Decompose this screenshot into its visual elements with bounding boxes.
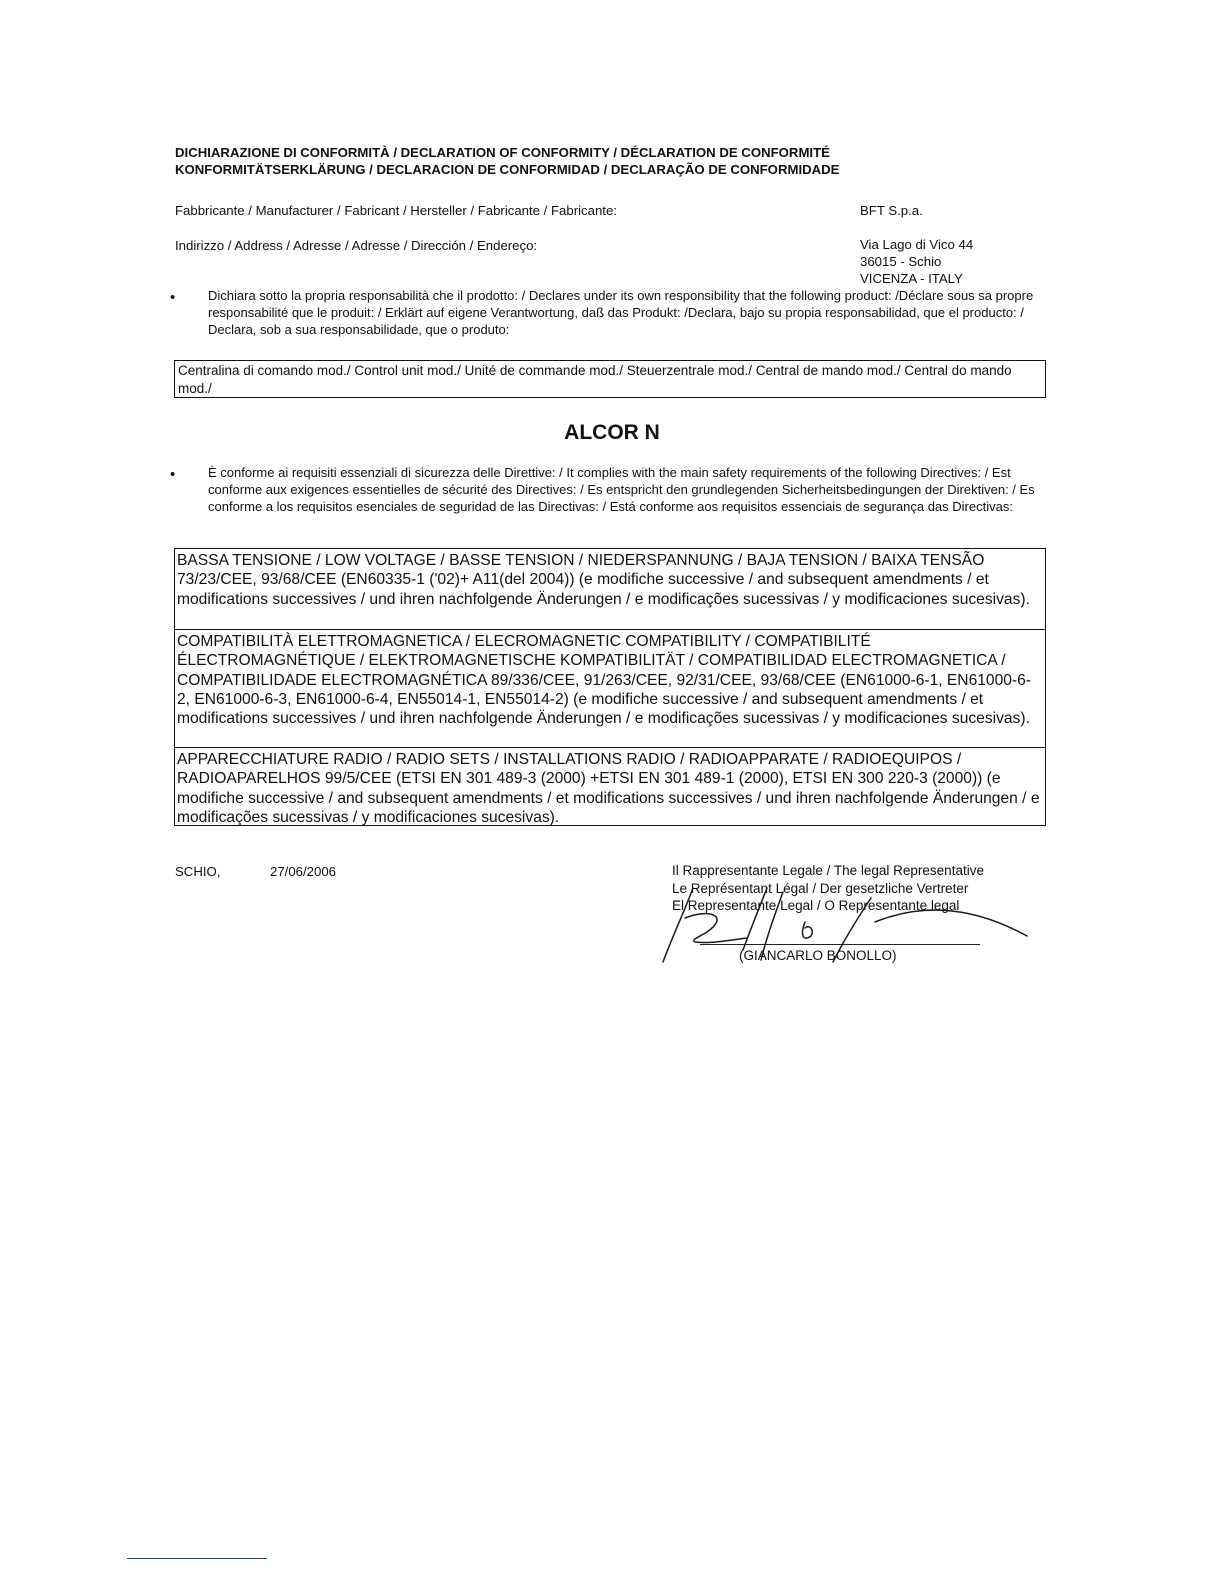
manufacturer-value: BFT S.p.a. (860, 203, 923, 218)
signer-name: (GIANCARLO BONOLLO) (739, 948, 897, 963)
product-model: ALCOR N (564, 421, 660, 444)
declaration-bullet: • (170, 289, 176, 306)
rep-line-3: El Representante Legal / O Representante legal (672, 898, 960, 913)
place: SCHIO, (175, 864, 221, 879)
address-line-3: VICENZA - ITALY (860, 271, 963, 286)
directive-row-emc: COMPATIBILITÀ ELETTROMAGNETICA / ELECROMAGNETIC COMPATIBILITY / COMPATIBILITÉ ÉLECTROMAGNÉTIQUE / ELEKTROMAGNETISCHE KOMPATIBILITÄT / COMPATIBILIDAD ELECTROMAGNETICA / COMPATIBILIDADE ELECTROMAGNÉTICA 89/336/CEE, 91/263/CEE, 92/31/CEE, 93/68/CEE (EN61000-6-1, EN61000-6-2, EN61000-6-3, EN61000-6-4, EN55014-1, EN55014-2) (e modifiche successive / and subsequent amendments / et modifications successives / und ihren nachfolgende Änderungen / e modificações sucessivas / y modificaciones sucesivas). (175, 629, 1045, 747)
title-line-1: DICHIARAZIONE DI CONFORMITÀ / DECLARATION OF CONFORMITY / DÉCLARATION DE CONFORMITÉ (175, 145, 830, 160)
directives-table (174, 548, 1046, 826)
compliance-bullet: • (170, 466, 176, 483)
product-box: Centralina di comando mod./ Control unit mod./ Unité de commande mod./ Steuerzentrale mod./ Central de mando mod./ Central do mando mod./ (174, 360, 1046, 398)
title-line-2: KONFORMITÄTSERKLÄRUNG / DECLARACION DE CONFORMIDAD / DECLARAÇÃO DE CONFORMIDADE (175, 162, 840, 177)
date: 27/06/2006 (270, 864, 337, 879)
document-title (175, 144, 1075, 178)
rep-line-2: Le Représentant Légal / Der gesetzliche Vertreter (672, 880, 969, 896)
address-value (860, 236, 973, 287)
compliance-text: È conforme ai requisiti essenziali di sicurezza delle Direttive: / It complies with the main safety requirements of the following Directives: / Est conforme aux exigences essentielles de sécurité des Directives: / Es entspricht den grundlegenden Sicherheitsbedingungen der Direktiven: / Es conforme a los requisitos esenciales de seguridad de las Directivas: / Está conforme aos requisitos essenciais de segurança das Directivas: (208, 465, 1035, 514)
address-line-1: Via Lago di Vico 44 (860, 237, 974, 252)
address-label: Indirizzo / Address / Adresse / Adresse / Dirección / Endereço: (175, 238, 538, 253)
manufacturer-label: Fabbricante / Manufacturer / Fabricant / Hersteller / Fabricante / Fabricante: (175, 203, 617, 218)
address-line-2: 36015 - Schio (860, 254, 942, 269)
declaration-text: Dichiara sotto la propria responsabilità che il prodotto: / Declares under its own responsibility that the following product: /Déclare sous sa propre responsabilité que le produit: / Erklärt auf eigene Verantwortung, daß das Produkt: /Declara, bajo su propia responsabilidad, que el producto: / Declara, sob a sua responsabilidade, que o produto: (208, 288, 1034, 337)
directive-row-low-voltage: BASSA TENSIONE / LOW VOLTAGE / BASSE TENSION / NIEDERSPANNUNG / BAJA TENSION / BAIXA TENSÃO 73/23/CEE, 93/68/CEE (EN60335-1 ('02)+ A11(del 2004)) (e modifiche successive / and subsequent amendments / et modifications successives / und ihren nachfolgende Änderungen / e modificações sucessivas / y modificaciones sucesivas). (177, 552, 1030, 608)
footnote-rule (127, 1558, 267, 1559)
rep-line-1: Il Rappresentante Legale / The legal Representative (672, 863, 984, 878)
directive-row-radio: APPARECCHIATURE RADIO / RADIO SETS / INSTALLATIONS RADIO / RADIOAPPARATE / RADIOEQUIPOS / RADIOAPARELHOS 99/5/CEE (ETSI EN 301 489-3 (2000) +ETSI EN 301 489-1 (2000), ETSI EN 300 220-3 (2000)) (e modifiche successive / and subsequent amendments / et modifications successives / und ihren nachfolgende Änderungen / e modificações sucessivas / y modificaciones sucesivas). (175, 747, 1045, 825)
